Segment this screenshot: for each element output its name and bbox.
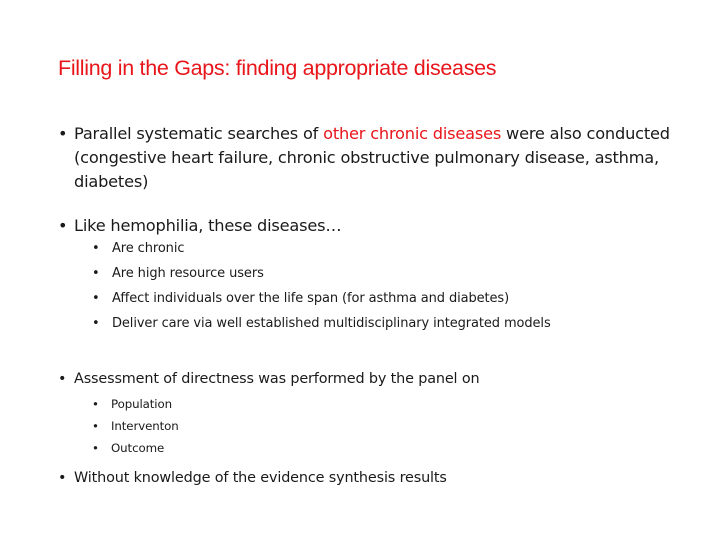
- bullet-icon: •: [92, 291, 100, 306]
- bullet-text: Without knowledge of the evidence synthesis results: [74, 470, 447, 486]
- slide-title: Filling in the Gaps: finding appropriate diseases: [58, 56, 497, 80]
- highlight-other-chronic-diseases: other chronic diseases: [323, 124, 502, 143]
- bullet-without-knowledge: [58, 468, 698, 488]
- sub-bullet-text: Deliver care via well established multidisciplinary integrated models: [112, 316, 551, 331]
- sub-bullet-deliver-care: [92, 315, 692, 333]
- sub-bullet-are-chronic: [92, 240, 692, 258]
- sub-bullet-text: Population: [111, 397, 172, 411]
- sub-bullet-text: Outcome: [111, 441, 165, 455]
- bullet-icon: •: [92, 266, 100, 281]
- bullet-text-post: were also conducted (congestive heart failure, chronic obstructive pulmonary disease, asthma, diabetes): [74, 124, 670, 191]
- sub-bullet-life-span: [92, 290, 692, 308]
- bullet-text-pre: Parallel systematic searches of: [74, 124, 324, 143]
- bullet-icon: •: [92, 441, 99, 455]
- sub-bullet-outcome: [92, 440, 492, 456]
- bullet-icon: •: [58, 124, 68, 143]
- bullet-parallel-searches: [58, 122, 698, 194]
- sub-bullet-population: [92, 396, 492, 412]
- bullet-icon: •: [92, 241, 100, 256]
- sub-bullet-text: Affect individuals over the life span (for asthma and diabetes): [112, 291, 510, 306]
- sub-bullet-high-resource: [92, 265, 692, 283]
- bullet-text: [58, 122, 698, 194]
- bullet-text: Like hemophilia, these diseases…: [74, 216, 342, 235]
- sub-bullet-text: Are high resource users: [112, 266, 264, 281]
- bullet-icon: •: [58, 470, 67, 486]
- bullet-icon: •: [58, 371, 67, 387]
- bullet-icon: •: [58, 216, 68, 235]
- sub-bullet-text: Are chronic: [112, 241, 185, 256]
- sub-bullet-text: Interventon: [111, 419, 179, 433]
- bullet-icon: •: [92, 316, 100, 331]
- sub-bullet-intervention: [92, 418, 492, 434]
- bullet-icon: •: [92, 397, 99, 411]
- bullet-icon: •: [92, 419, 99, 433]
- bullet-assessment-directness: [58, 369, 698, 389]
- bullet-like-hemophilia: [58, 214, 698, 238]
- bullet-text: Assessment of directness was performed by the panel on: [74, 371, 480, 387]
